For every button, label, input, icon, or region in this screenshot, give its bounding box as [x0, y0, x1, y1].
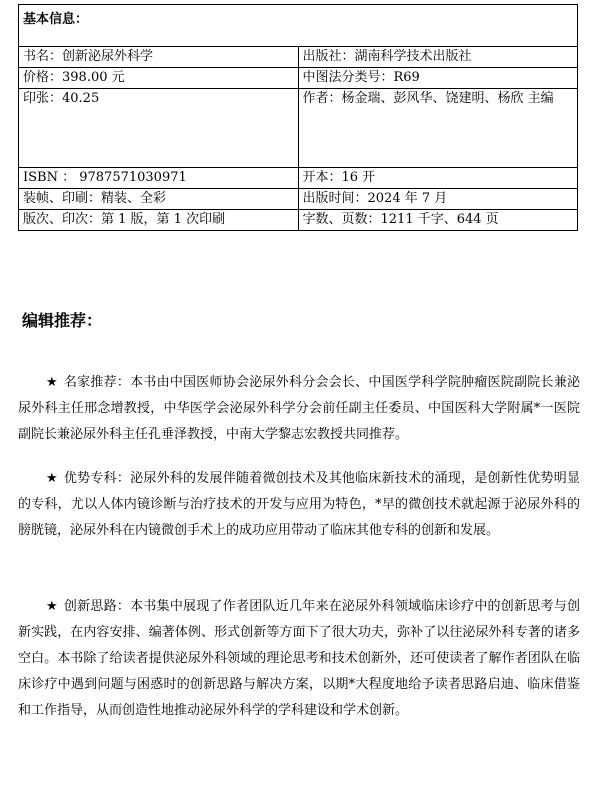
isbn: ISBN ： 9787571030971 [19, 168, 299, 189]
basic-info-heading: 基本信息： [19, 5, 578, 47]
print-sheets: 印张：40.25 [19, 89, 299, 168]
recommend-paragraph [18, 466, 580, 544]
paragraph-text: 优势专科：泌尿外科的发展伴随着微创技术及其他临床新技术的涌现，是创新性优势明显的专科，尤以人体内镜诊断与治疗技术的开发与应用为特色，*早的微创技术就起源于泌尿外科的膀胱镜，泌尿外科在内镜微创手术上的成功应用带动了临床其他专科的创新和发展。 [18, 471, 580, 538]
paragraph-text: 名家推荐：本书由中国医师协会泌尿外科分会会长、中国医学科学院肿瘤医院副院长兼泌尿外科主任邢念增教授，中华医学会泌尿外科学分会前任副主任委员、中国医科大学附属*一医院副院长兼泌尿外科主任孔垂泽教授，中南大学黎志宏教授共同推荐。 [18, 375, 580, 442]
recommend-heading: 编辑推荐： [22, 311, 103, 330]
star-icon: ★ [46, 471, 58, 486]
book-title: 书名：创新泌尿外科学 [19, 47, 299, 68]
edition: 版次、印次：第 1 版，第 1 次印刷 [19, 210, 299, 231]
publication-date: 出版时间：2024 年 7 月 [298, 189, 578, 210]
basic-info-table [18, 4, 578, 231]
word-page-count: 字数、页数：1211 千字、644 页 [298, 210, 578, 231]
star-icon: ★ [46, 375, 58, 390]
authors: 作者：杨金瑞、彭风华、饶建明、杨欣 主编 [298, 89, 578, 168]
binding: 装帧、印刷：精装、全彩 [19, 189, 299, 210]
recommend-paragraph [18, 370, 580, 448]
clc-number: 中图法分类号：R69 [298, 68, 578, 89]
paragraph-text: 创新思路：本书集中展现了作者团队近几年来在泌尿外科领域临床诊疗中的创新思考与创新实践，在内容安排、编著体例、形式创新等方面下了很大功夫，弥补了以往泌尿外科专著的诸多空白。本书除了给读者提供泌尿外科领域的理论思考和技术创新外，还可使读者了解作者团队在临床诊疗中遇到问题与困惑时的创新思路与解决方案，以期*大程度地给予读者思路启迪、临床借鉴和工作指导，从而创造性地推动泌尿外科学的学科建设和学术创新。 [18, 599, 580, 718]
star-icon: ★ [46, 599, 58, 614]
price: 价格：398.00 元 [19, 68, 299, 89]
recommend-paragraph [18, 594, 580, 724]
format: 开本：16 开 [298, 168, 578, 189]
publisher: 出版社：湖南科学技术出版社 [298, 47, 578, 68]
